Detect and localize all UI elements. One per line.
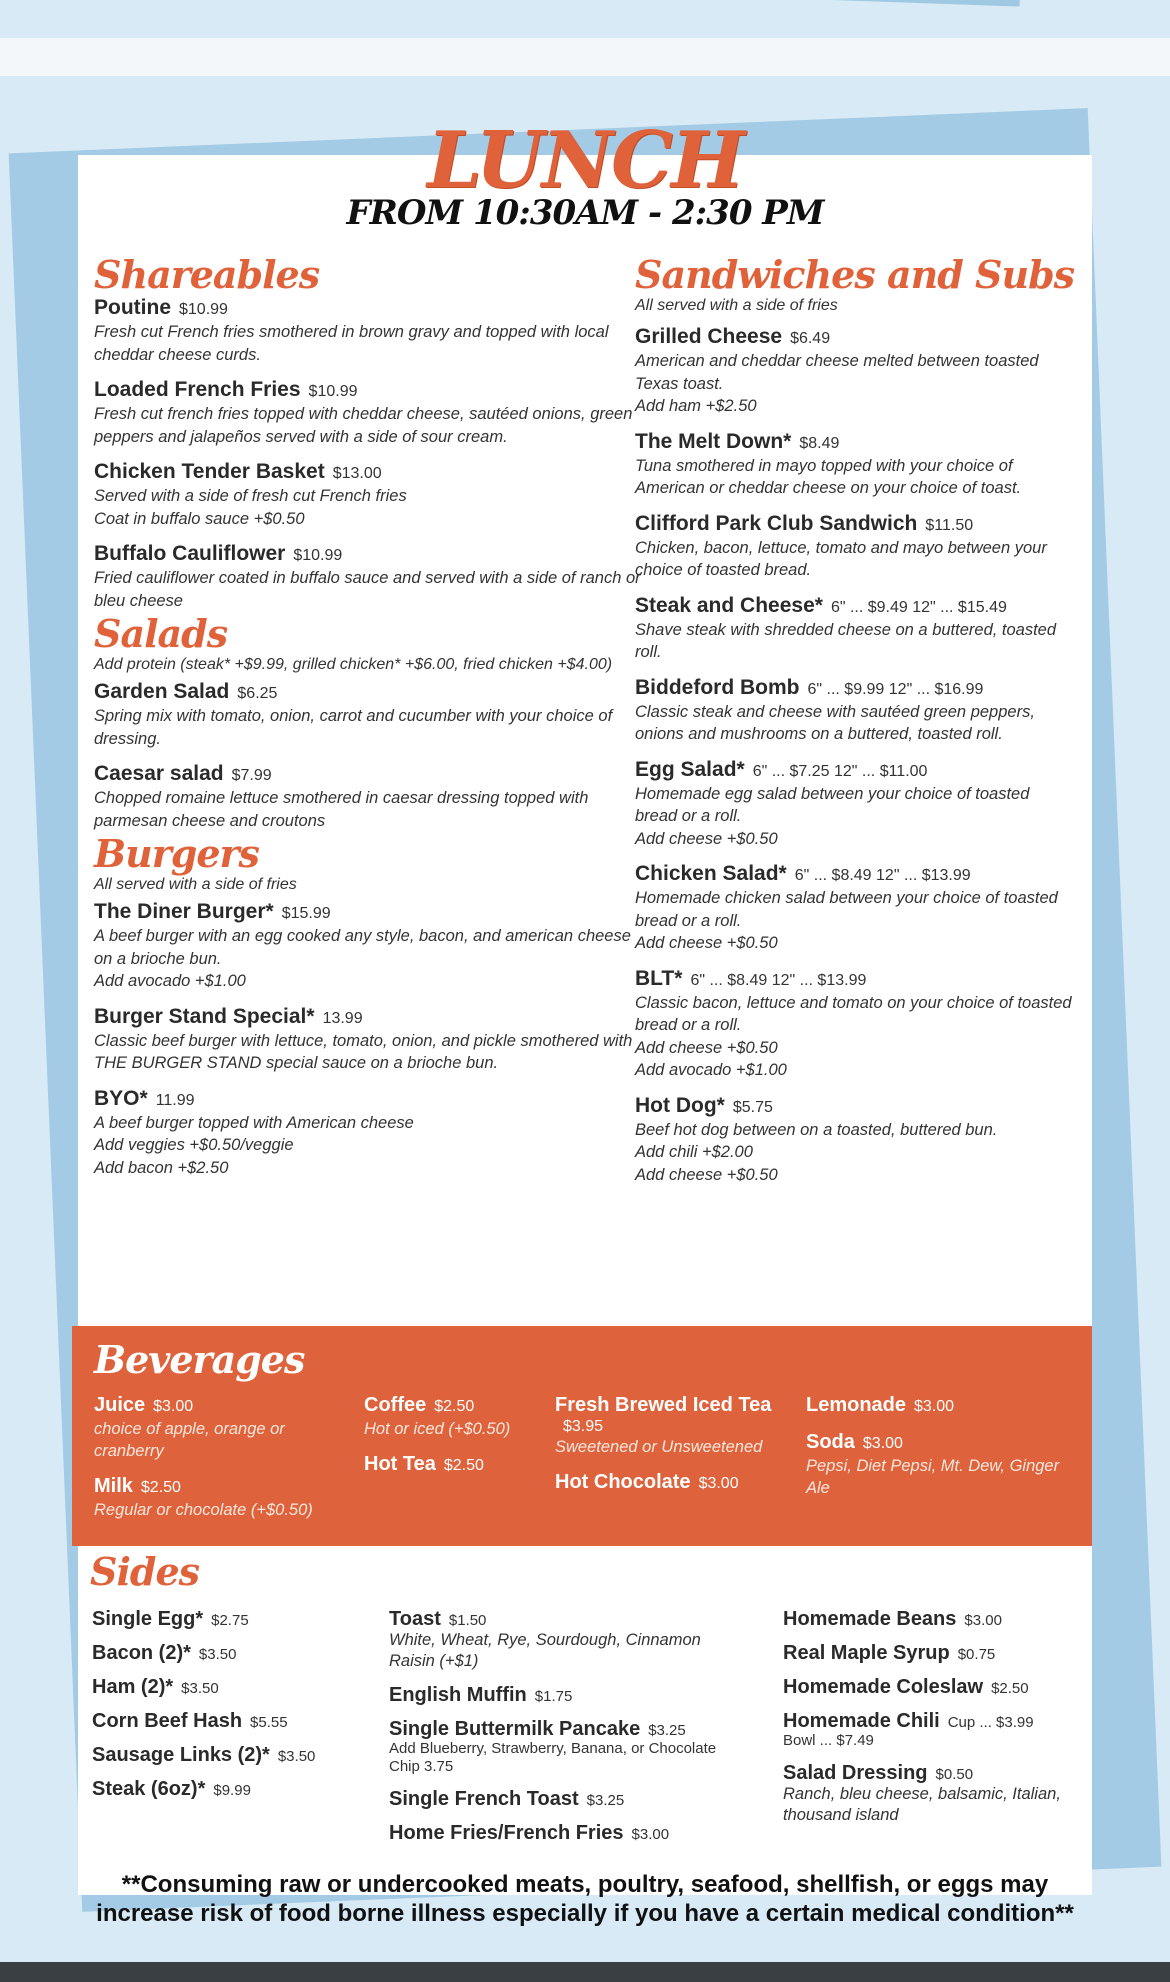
- item-addon: Coat in buffalo sauce +$0.50: [94, 509, 305, 528]
- item-desc: choice of apple, orange or cranberry: [94, 1420, 285, 1460]
- item-addon: Add bacon +$2.50: [94, 1158, 229, 1177]
- item-price: $2.50: [443, 1457, 484, 1474]
- sides-col-3: [783, 1608, 1073, 1838]
- list-item: [389, 1608, 749, 1672]
- item-name: Homemade Beans: [783, 1608, 957, 1630]
- menu-title: LUNCH: [427, 115, 743, 206]
- item-price: $3.25: [586, 1792, 625, 1809]
- list-item: [806, 1429, 1086, 1499]
- item-name: Steak (6oz)*: [92, 1778, 206, 1800]
- item-desc: Served with a side of fresh cut French fries: [94, 487, 407, 505]
- item-name: Buffalo Cauliflower: [94, 542, 286, 565]
- item-desc: Shave steak with shredded cheese on a buttered, toasted roll.: [635, 620, 1057, 661]
- item-name: Coffee: [364, 1394, 427, 1416]
- list-item: [92, 1778, 372, 1800]
- item-name: Hot Dog*: [635, 1093, 725, 1117]
- list-item: [806, 1392, 1086, 1418]
- item-price: $9.99: [213, 1782, 251, 1799]
- item-name: Soda: [806, 1431, 855, 1453]
- list-item: [635, 593, 1075, 664]
- item-name: Burger Stand Special*: [94, 1004, 315, 1028]
- item-addon: Add avocado +$1.00: [635, 1061, 787, 1079]
- item-addon: Add chili +$2.00: [635, 1143, 753, 1161]
- item-desc: Chicken, bacon, lettuce, tomato and mayo between your choice of toasted bread.: [635, 538, 1047, 579]
- list-item: [94, 295, 644, 366]
- item-desc: Fresh cut french fries topped with cheddar cheese, sautéed onions, green peppers and jalapeños served with a side of sour cream.: [94, 405, 633, 446]
- beverages-panel: [72, 1326, 1092, 1546]
- item-addon: Add cheese +$0.50: [635, 934, 778, 952]
- item-name: Hot Tea: [364, 1453, 436, 1475]
- item-price: 6" ... $9.49 12" ... $15.49: [830, 598, 1007, 616]
- header-strip: [0, 38, 1170, 76]
- item-price: $10.99: [293, 547, 343, 564]
- item-desc: Chopped romaine lettuce smothered in caesar dressing topped with parmesan cheese and croutons: [94, 789, 589, 830]
- shareables-list: [94, 295, 644, 612]
- item-name: Juice: [94, 1394, 146, 1416]
- item-name: Homemade Coleslaw: [783, 1676, 984, 1698]
- item-desc: Bowl ... $7.49: [783, 1732, 874, 1749]
- item-desc: Regular or chocolate (+$0.50): [94, 1501, 313, 1519]
- item-name: The Diner Burger*: [94, 900, 274, 923]
- list-item: [389, 1684, 749, 1706]
- list-item: [364, 1451, 544, 1477]
- item-name: Clifford Park Club Sandwich: [635, 511, 918, 535]
- item-price: $0.75: [957, 1646, 996, 1663]
- item-name: Home Fries/French Fries: [389, 1822, 624, 1844]
- list-item: [364, 1392, 544, 1440]
- item-name: Lemonade: [806, 1394, 907, 1416]
- item-price: 6" ... $9.99 12" ... $16.99: [807, 680, 984, 698]
- item-name: BLT*: [635, 966, 683, 990]
- sandwiches-title: Sandwiches and Subs: [635, 252, 1075, 297]
- list-item: [635, 757, 1075, 851]
- item-price: Cup ... $3.99: [947, 1714, 1034, 1731]
- list-item: [635, 966, 1075, 1082]
- list-item: [555, 1469, 795, 1495]
- item-price: $3.95: [563, 1418, 604, 1435]
- right-column: [635, 252, 1075, 1197]
- item-desc: Pepsi, Diet Pepsi, Mt. Dew, Ginger Ale: [806, 1457, 1060, 1497]
- sides-col-2: [389, 1608, 749, 1856]
- list-item: [92, 1642, 372, 1664]
- item-price: $2.50: [991, 1680, 1029, 1697]
- beverages-col-2: [364, 1392, 544, 1488]
- bottom-bar: [0, 1962, 1170, 1982]
- item-price: $3.00: [964, 1612, 1002, 1629]
- left-column: [94, 252, 644, 1190]
- item-price: $5.55: [250, 1714, 288, 1731]
- item-name: English Muffin: [389, 1684, 527, 1706]
- item-price: $13.00: [332, 465, 382, 482]
- list-item: [94, 1086, 644, 1180]
- item-desc: Ranch, bleu cheese, balsamic, Italian, thousand island: [783, 1785, 1061, 1824]
- item-price: $3.00: [631, 1826, 670, 1843]
- decorative-stripe-top: [760, 0, 1021, 7]
- item-name: Fresh Brewed Iced Tea: [555, 1394, 772, 1416]
- item-price: $3.00: [914, 1398, 955, 1415]
- item-desc: Beef hot dog between on a toasted, buttered bun.: [635, 1120, 998, 1139]
- item-price: $10.99: [308, 383, 358, 400]
- list-item: [783, 1710, 1073, 1750]
- item-price: $2.50: [140, 1479, 181, 1496]
- item-price: $2.50: [434, 1398, 475, 1415]
- item-name: BYO*: [94, 1086, 148, 1110]
- item-desc: A beef burger with an egg cooked any style, bacon, and american cheese on a brioche bun.: [94, 927, 631, 968]
- item-price: $15.99: [281, 905, 331, 922]
- list-item: [94, 459, 644, 530]
- item-name: Single French Toast: [389, 1788, 579, 1810]
- item-price: 11.99: [155, 1091, 195, 1109]
- item-name: Loaded French Fries: [94, 378, 301, 401]
- item-addon: Add veggies +$0.50/veggie: [94, 1136, 294, 1154]
- item-name: Milk: [94, 1475, 133, 1497]
- item-price: $3.50: [198, 1646, 237, 1663]
- item-desc: Sweetened or Unsweetened: [555, 1438, 763, 1456]
- item-addon: Add cheese +$0.50: [635, 829, 778, 848]
- item-price: $1.75: [534, 1688, 573, 1705]
- item-desc: Homemade egg salad between your choice of toasted bread or a roll.: [635, 784, 1030, 825]
- list-item: [783, 1608, 1073, 1630]
- item-desc: Homemade chicken salad between your choice of toasted bread or a roll.: [635, 889, 1058, 930]
- item-name: Homemade Chili: [783, 1710, 940, 1732]
- item-name: Grilled Cheese: [635, 325, 783, 348]
- item-name: Steak and Cheese*: [635, 593, 823, 617]
- item-name: Poutine: [94, 296, 171, 319]
- item-desc: Classic beef burger with lettuce, tomato, onion, and pickle smothered with THE BURGER STAND special sauce on a brioche bun.: [94, 1031, 633, 1072]
- item-desc: A beef burger topped with American cheese: [94, 1113, 414, 1132]
- item-addon: Add cheese +$0.50: [635, 1165, 778, 1184]
- item-name: Garden Salad: [94, 680, 230, 703]
- item-desc: Fresh cut French fries smothered in brown gravy and topped with local cheddar cheese curds.: [94, 323, 609, 364]
- item-name: The Melt Down*: [635, 429, 792, 453]
- item-price: $3.50: [277, 1748, 316, 1765]
- beverages-col-4: [806, 1392, 1086, 1510]
- item-desc: Add Blueberry, Strawberry, Banana, or Chocolate Chip 3.75: [389, 1740, 717, 1775]
- item-price: $10.99: [179, 301, 228, 318]
- item-desc: American and cheddar cheese melted between toasted Texas toast.: [635, 352, 1039, 393]
- list-item: [389, 1822, 749, 1844]
- list-item: [94, 679, 644, 750]
- item-price: $5.75: [732, 1098, 773, 1116]
- list-item: [635, 429, 1075, 500]
- item-desc: Hot or iced (+$0.50): [364, 1420, 511, 1438]
- sides-title: Sides: [90, 1549, 200, 1594]
- item-name: Real Maple Syrup: [783, 1642, 950, 1664]
- list-item: [389, 1788, 749, 1810]
- burgers-note: All served with a side of fries: [94, 876, 297, 893]
- list-item: [92, 1744, 372, 1766]
- item-desc: Classic bacon, lettuce and tomato on your choice of toasted bread or a roll.: [635, 993, 1072, 1034]
- item-addon: Add ham +$2.50: [635, 397, 757, 415]
- salads-title: Salads: [94, 611, 228, 656]
- list-item: [783, 1676, 1073, 1698]
- list-item: [635, 1093, 1075, 1187]
- item-name: Salad Dressing: [783, 1762, 928, 1784]
- item-price: $1.50: [448, 1612, 487, 1629]
- list-item: [94, 899, 644, 993]
- salads-note: Add protein (steak* +$9.99, grilled chicken* +$6.00, fried chicken +$4.00): [94, 656, 613, 673]
- list-item: [94, 761, 644, 832]
- item-price: $7.99: [231, 767, 272, 784]
- burgers-title: Burgers: [94, 831, 259, 876]
- shareables-title: Shareables: [94, 252, 320, 297]
- list-item: [92, 1608, 372, 1630]
- list-item: [94, 1004, 644, 1075]
- list-item: [635, 861, 1075, 955]
- sides-col-1: [92, 1608, 372, 1812]
- item-name: Biddeford Bomb: [635, 675, 800, 699]
- item-price: $3.00: [153, 1398, 194, 1415]
- menu-hours: FROM 10:30AM - 2:30 PM: [346, 193, 824, 233]
- list-item: [94, 377, 644, 448]
- item-price: $2.75: [211, 1612, 249, 1629]
- list-item: [389, 1718, 749, 1776]
- list-item: [635, 675, 1075, 746]
- item-name: Single Buttermilk Pancake: [389, 1718, 641, 1740]
- item-price: $6.25: [237, 685, 278, 702]
- item-addon: Add avocado +$1.00: [94, 972, 246, 990]
- list-item: [92, 1710, 372, 1732]
- item-price: 6" ... $8.49 12" ... $13.99: [794, 867, 971, 884]
- item-price: $8.49: [799, 434, 840, 452]
- item-price: 6" ... $8.49 12" ... $13.99: [690, 971, 867, 989]
- beverages-col-1: [94, 1392, 324, 1532]
- item-price: $6.49: [790, 330, 831, 347]
- item-name: Chicken Tender Basket: [94, 460, 325, 483]
- list-item: [635, 511, 1075, 582]
- list-item: [92, 1676, 372, 1698]
- item-name: Egg Salad*: [635, 757, 745, 781]
- list-item: [783, 1642, 1073, 1664]
- list-item: [555, 1392, 795, 1458]
- warning-line-2: increase risk of food borne illness especially if you have a certain medical condition**: [96, 1900, 1074, 1927]
- item-price: $3.50: [181, 1680, 219, 1697]
- item-desc: Fried cauliflower coated in buffalo sauce and served with a side of ranch or bleu cheese: [94, 569, 641, 610]
- item-desc: Spring mix with tomato, onion, carrot and cucumber with your choice of dressing.: [94, 707, 613, 748]
- item-desc: Tuna smothered in mayo topped with your choice of American or cheddar cheese on your choice of toast.: [635, 456, 1022, 497]
- list-item: [94, 1392, 324, 1462]
- item-name: Hot Chocolate: [555, 1471, 691, 1493]
- warning-line-1: **Consuming raw or undercooked meats, poultry, seafood, shellfish, or eggs may: [121, 1871, 1049, 1898]
- item-price: $0.50: [935, 1766, 974, 1783]
- beverages-title: Beverages: [94, 1337, 305, 1382]
- item-name: Corn Beef Hash: [92, 1710, 243, 1732]
- list-item: [783, 1762, 1073, 1826]
- beverages-col-3: [555, 1392, 795, 1506]
- item-name: Sausage Links (2)*: [92, 1744, 270, 1766]
- item-desc: Classic steak and cheese with sautéed green peppers, onions and mushrooms on a buttered, toasted roll.: [635, 702, 1035, 743]
- item-name: Single Egg*: [92, 1608, 204, 1630]
- item-price: $3.25: [648, 1722, 686, 1739]
- item-name: Chicken Salad*: [635, 862, 787, 885]
- list-item: [635, 324, 1075, 418]
- item-price: 13.99: [322, 1009, 363, 1027]
- item-price: $3.00: [698, 1475, 739, 1492]
- food-safety-warning: [78, 1870, 1092, 1928]
- item-price: $3.00: [862, 1435, 903, 1452]
- item-name: Caesar salad: [94, 762, 224, 785]
- item-addon: Add cheese +$0.50: [635, 1038, 778, 1057]
- item-desc: White, Wheat, Rye, Sourdough, Cinnamon Raisin (+$1): [389, 1631, 701, 1670]
- item-name: Bacon (2)*: [92, 1642, 191, 1664]
- item-price: $11.50: [925, 516, 974, 534]
- list-item: [94, 541, 644, 612]
- list-item: [94, 1473, 324, 1521]
- item-name: Toast: [389, 1608, 441, 1630]
- item-name: Ham (2)*: [92, 1676, 174, 1698]
- item-price: 6" ... $7.25 12" ... $11.00: [752, 762, 928, 780]
- sandwiches-note: All served with a side of fries: [635, 297, 838, 314]
